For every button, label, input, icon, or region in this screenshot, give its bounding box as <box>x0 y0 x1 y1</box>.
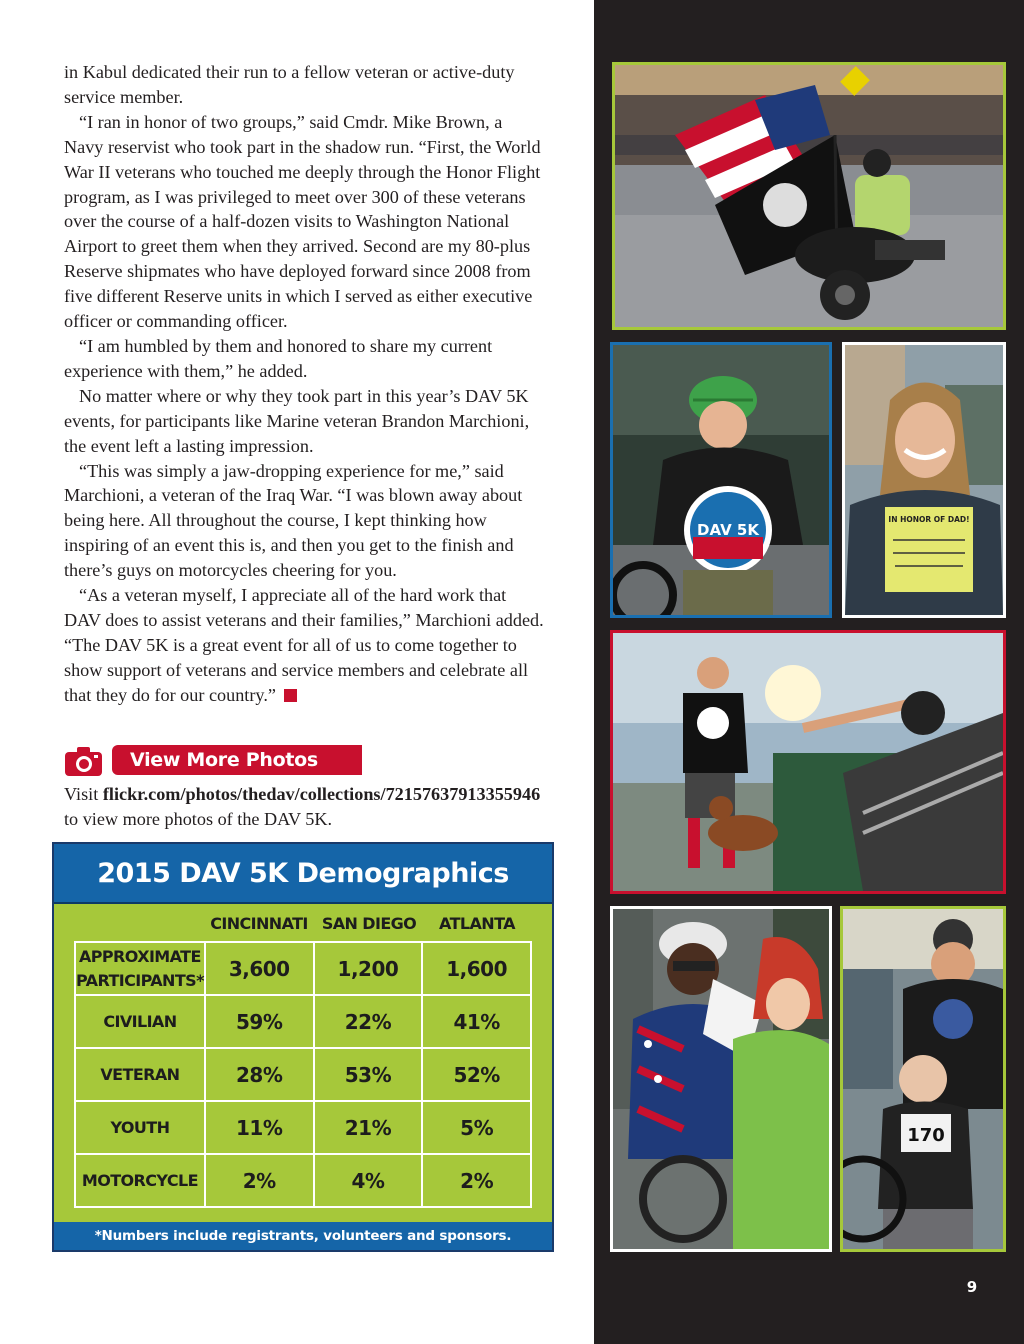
table-row <box>75 1101 531 1154</box>
demographics-title: 2015 DAV 5K Demographics <box>54 844 552 904</box>
row-label: YOUTH <box>75 1101 205 1154</box>
row-label: CIVILIAN <box>75 995 205 1048</box>
photo-woman-sign <box>842 342 1006 618</box>
demographics-table <box>74 941 532 1208</box>
table-cell: 5% <box>422 1101 531 1154</box>
visit-prefix: Visit <box>64 784 103 804</box>
view-more-photos-button[interactable]: View More Photos <box>112 745 362 775</box>
photo-handcycle-racer <box>610 906 832 1252</box>
row-label: VETERAN <box>75 1048 205 1101</box>
row-label: MOTORCYCLE <box>75 1154 205 1207</box>
demographics-table-area <box>54 904 552 1222</box>
table-row <box>75 1048 531 1101</box>
article-paragraph: “I am humbled by them and honored to share my current experience with them,” he added. <box>64 335 493 381</box>
table-row <box>75 995 531 1048</box>
article-body <box>64 60 544 708</box>
camera-icon <box>64 745 104 777</box>
table-cell: 2% <box>205 1154 314 1207</box>
row-label: APPROXIMATE PARTICIPANTS* <box>75 942 205 995</box>
table-cell: 21% <box>314 1101 423 1154</box>
table-cell: 2% <box>422 1154 531 1207</box>
article-paragraph: “I ran in honor of two groups,” said Cmdr. Mike Brown, a Navy reservist who took part in the shadow run. “First, the World War II veterans who touched me deeply through the Honor Flight program, as I was privileged to meet over 300 of these veterans over the course of a half-dozen visits to Washington National Airport to greet them when they arrived. Second are my 80-plus Reserve shipmates who have deployed forward since 2008 from five different Reserve units in which I served as either executive officer or commanding officer. <box>64 111 541 332</box>
demographics-footnote: *Numbers include registrants, volunteers and sponsors. <box>54 1222 552 1250</box>
sign-heading-text: IN HONOR OF DAD! <box>888 515 970 524</box>
table-cell: 28% <box>205 1048 314 1101</box>
table-cell: 53% <box>314 1048 423 1101</box>
column-header-cincinnati: CINCINNATI <box>210 914 308 933</box>
table-cell: 22% <box>314 995 423 1048</box>
column-header-atlanta: ATLANTA <box>439 914 515 933</box>
article-paragraph-text: “As a veteran myself, I appreciate all of the hard work that DAV does to assist veterans and their families,” Marchioni added. “The DAV 5K is a great event for all of us to come together to show support of veterans and service members and celebrate all that they do for our country.” <box>64 585 544 705</box>
column-header-san-diego: SAN DIEGO <box>321 914 417 933</box>
bib-number-text: 170 <box>907 1125 945 1146</box>
demographics-box <box>52 842 554 1252</box>
table-cell: 3,600 <box>205 942 314 995</box>
visit-suffix: to view more photos of the DAV 5K. <box>64 809 333 829</box>
article-paragraph: “This was simply a jaw-dropping experience for me,” said Marchioni, a veteran of the Iraq War. “I was blown away about being here. All throughout the course, I kept thinking how inspiring of an event this is, and then you get to the finish and there’s guys on motorcycles cheering for you. <box>64 460 523 581</box>
article-paragraph: in Kabul dedicated their run to a fellow veteran or active-duty service member. <box>64 62 515 107</box>
view-more-photos <box>64 745 318 777</box>
photo-boy-dav-shirt <box>610 342 832 618</box>
photo-runner-with-dog <box>610 630 1006 894</box>
table-cell: 4% <box>314 1154 423 1207</box>
table-cell: 41% <box>422 995 531 1048</box>
photo-motorcycle-flags <box>612 62 1006 330</box>
shirt-logo-text: DAV 5K <box>697 521 759 539</box>
table-cell: 52% <box>422 1048 531 1101</box>
table-row <box>75 1154 531 1207</box>
end-mark-icon <box>284 689 297 702</box>
article-paragraph: No matter where or why they took part in this year’s DAV 5K events, for participants like Marine veteran Brandon Marchioni, the event left a lasting impression. <box>64 385 530 456</box>
flickr-link[interactable]: flickr.com/photos/thedav/collections/72157637913355946 <box>102 784 541 804</box>
table-cell: 59% <box>205 995 314 1048</box>
table-cell: 11% <box>205 1101 314 1154</box>
article-paragraph <box>64 583 544 708</box>
table-row <box>75 942 531 995</box>
visit-text <box>64 782 544 832</box>
table-cell: 1,600 <box>422 942 531 995</box>
page-number: 9 <box>966 1278 978 1296</box>
table-cell: 1,200 <box>314 942 423 995</box>
photo-wheelchair-veteran <box>840 906 1006 1252</box>
